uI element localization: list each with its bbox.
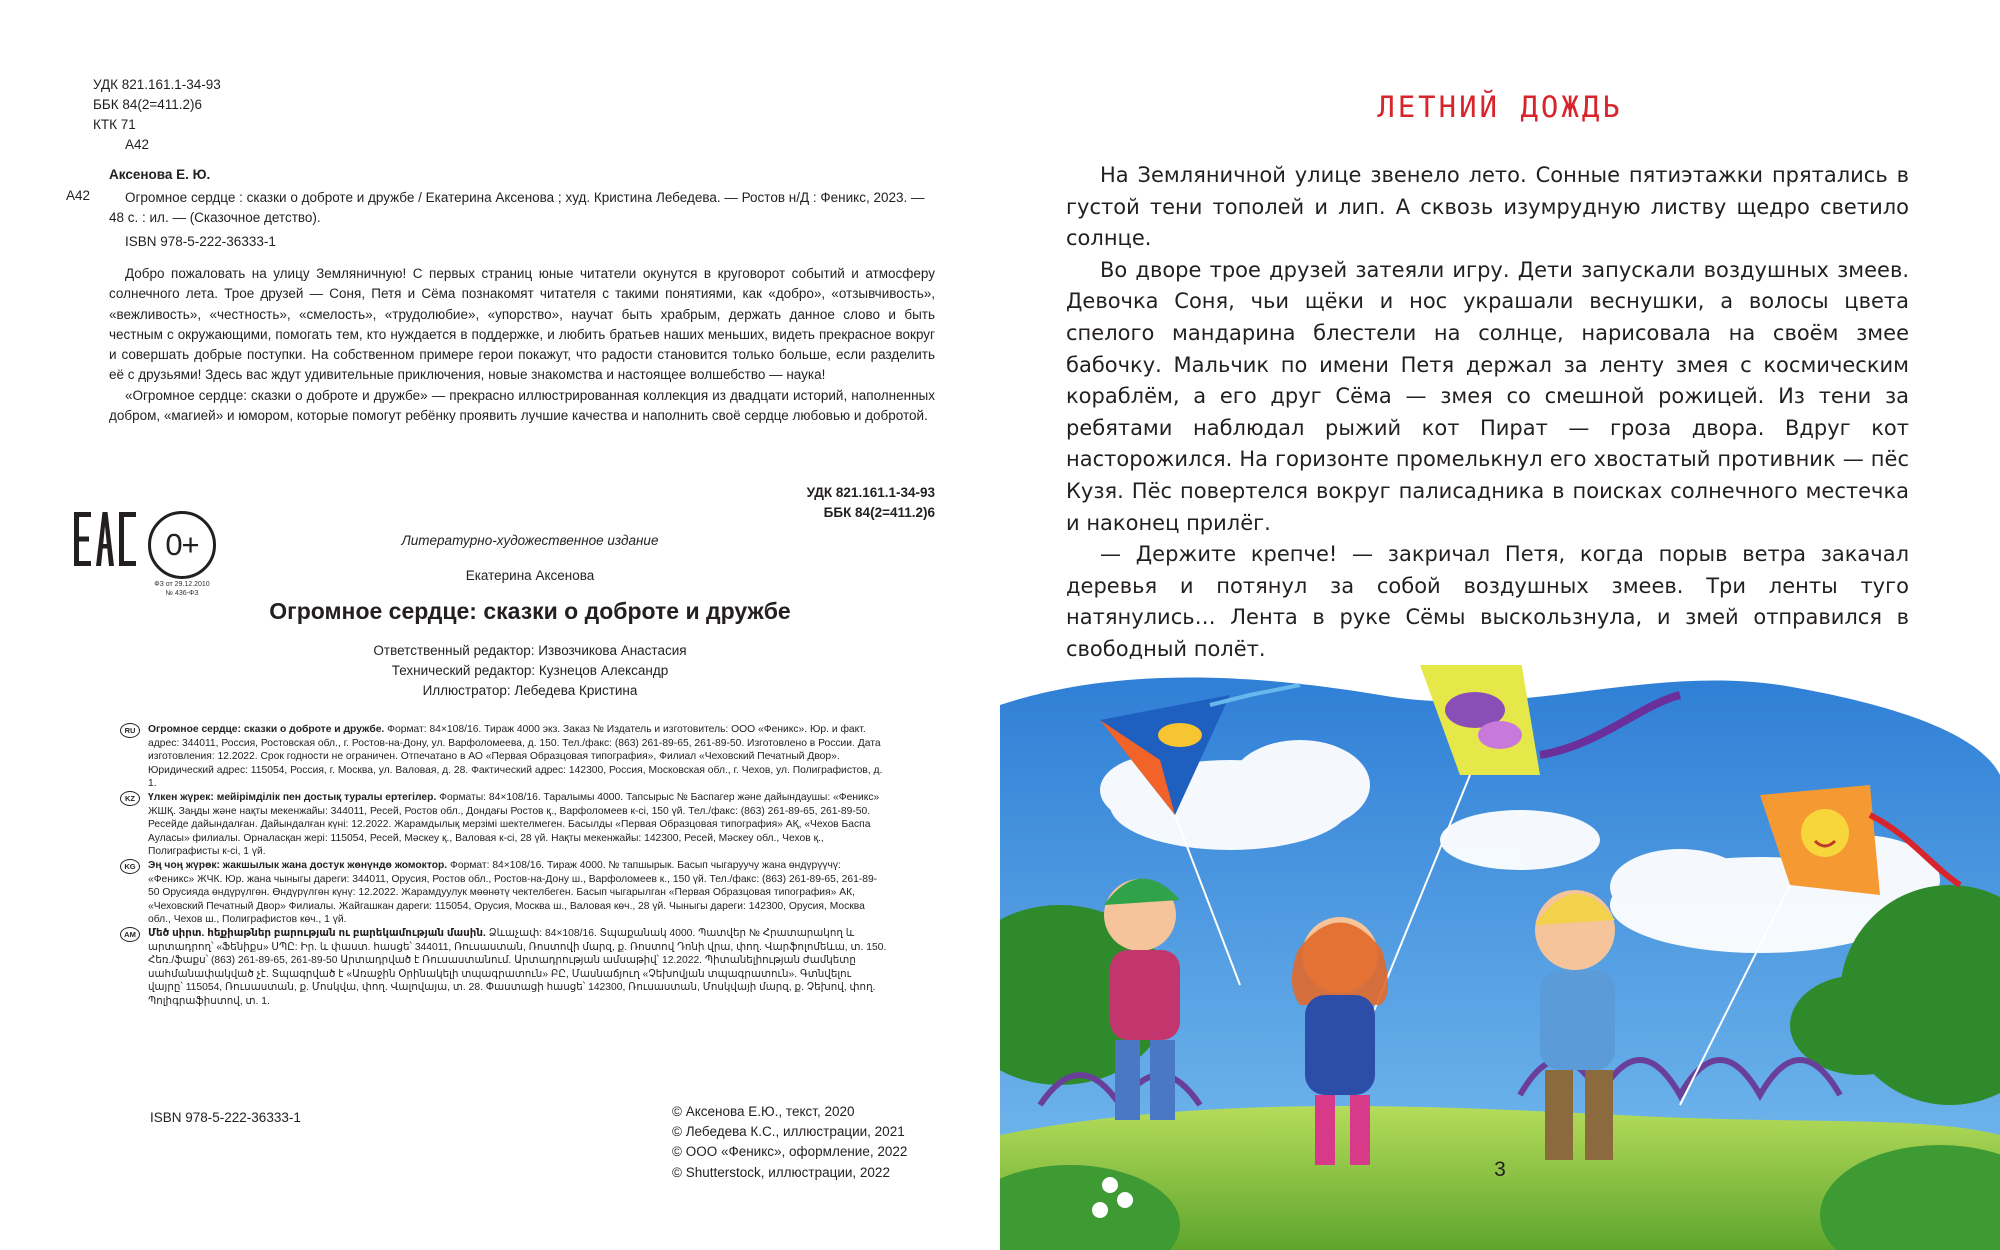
imprint-block-ru (120, 723, 888, 791)
author-sign: А42 (125, 137, 150, 152)
imprint-title: Үлкен жүрек: мейірімділік пен достық туралы ертегілер. (148, 791, 437, 803)
classification-codes (93, 75, 221, 155)
imprint-title: Մեծ սիրտ. հեքիաթներ բարության ու բարեկամության մասին. (148, 927, 486, 939)
annotation (109, 264, 935, 426)
multilingual-imprint (120, 723, 888, 1008)
annotation-paragraph: Добро пожаловать на улицу Земляничную! С первых страниц юные читатели окунутся в круговорот событий и атмосферу солнечного лета. Трое друзей — Соня, Петя и Сёма познакомят читателя с такими понятиями, как «добро», «отзывчивость», «вежливость», «честность», «смелость», «трудолюбие», «упорство», научат быть храбрым, держать данное слово и быть честным с окружающими, помогать тем, кто нуждается в поддержке, и любить братьев наших меньших, видеть прекрасное вокруг и совершать добрые поступки. На собственном примере герои покажут, что радости становится только больше, если разделить её с друзьями! Здесь вас ждут удивительные приключения, новые знакомства и настоящее волшебство — наука! (109, 266, 935, 383)
imprint-text: Формат: 84×108/16. Тираж 4000. № тапшырык. Басып чыгаруучу жана өндүрүүчү: «Феникс» ЖЧК. Юр. жана чыныгы дареги: 344011, Орусия, Ростов обл., Ростов-на-Дону ш., Варфоломеев к., 150 үй. Тел./факс: (863) 261-89-65, 261-89-50 Орусияда өндүрүлгөн. Өндүрүлгөн күнү: 12.2022. Жарамдуулук мөөнөтү чектелбеген. Басып чыгарылган «Первая Образцовая типография» АК, «Чеховский Печатный Двор» Филиалы. Жайгашкан дареги: 115054, Орусия, Москва ш., Валовая көч., 28 үй. Чыныгы дареги: 142300, Орусия, Москва обл., Чехов ш., Полиграфистов көч., 1 үй. (148, 859, 878, 926)
editorial-staff (218, 641, 842, 701)
edition-type: Литературно-художественное издание (401, 533, 659, 548)
bbk-code: ББК 84(2=411.2)6 (93, 97, 203, 112)
copyright-line: © Shutterstock, иллюстрации, 2022 (672, 1164, 890, 1180)
imprint-text: Форматы: 84×108/16. Таралымы 4000. Тапсырыс № Баспагер және дайындаушы: «Феникс» ЖШҚ. Заңды және нақты мекенжайы: 344011, Ресей, Ростов обл., Дондағы Ростов қ., Варфоломеев к-сі, 150 үй. Тел./факс: (863) 261-89-65, 261-89-50. Ресейде дайындалған. Дайындалған күні: 12.2022. Жарамдылық мерзімі шектелмеген. Басылды «Первая Образцовая типография» АҚ, «Чехов Баспа Ауласы» филиалы. Орналасқан жері: 115054, Ресей, Мәскеу қ., Валовая к-сі, 28 үй. Нақты мекенжайы: 142300, Ресей, Мәскеу обл., Чехов қ., Полиграфисты к-сі, 1 үй. (148, 791, 880, 858)
imprint-block-kg (120, 859, 888, 927)
bbk-code-right: ББК 84(2=411.2)6 (823, 505, 935, 520)
staff-line: Ответственный редактор: Извозчикова Анастасия (373, 643, 687, 658)
imprint-text: Ձևաչափ: 84×108/16. Տպաքանակ 4000. Պատվեր № Հրատարակող և արտադրող՝ «Ֆենիքս» ՍՊԸ: Իր. և փաստ. հասցե՝ 344011, Ռուսաստան, Ռոստովի մարզ, ք. Ռոստով Դոնի վրա, փող. Վարֆոլոմեևա, տ. 150. Հեռ./ֆաքս՝ (863) 261-89-65, 261-89-50 Արտադրված է Ռուսաստանում. Արտադրության ամսաթիվ՝ 12.2022. Պիտանելիության ժամկետը սահմանափակված չէ. Տպագրված է «Առաջին Օրինակելի տպագրատուն» ԲԸ, Մասնաճյուղ «Չեխովյան տպագրատուն». Գտնվելու վայրը՝ 115054, Ռուսաստան, ք. Մոսկվա, փող. Վալովայա, տ. 28. Փաստացի հասցե՝ 142300, Ռուսաստան, Մոսկվայի մարզ, ք. Չեխով, փող. Պոլիգրաֆիստով, տ. 1. (148, 927, 887, 1007)
staff-line: Иллюстратор: Лебедева Кристина (422, 683, 638, 698)
bibliographic-author: Аксенова Е. Ю. (109, 167, 211, 182)
isbn: ISBN 978-5-222-36333-1 (150, 1110, 301, 1125)
bibliographic-description: Огромное сердце : сказки о доброте и дружбе / Екатерина Аксенова ; худ. Кристина Лебедева. — Ростов н/Д : Феникс, 2023. — 48 с. : ил. — (Сказочное детство). (109, 190, 925, 225)
imprint-block-kz (120, 791, 888, 859)
language-badge: AM (120, 927, 140, 942)
language-badge: KG (120, 859, 140, 874)
story-title: ЛЕТНИЙ ДОЖДЬ (1377, 90, 1623, 124)
eac-mark-icon (74, 508, 136, 570)
copyright-line: © Аксенова Е.Ю., текст, 2020 (672, 1104, 855, 1119)
book-author: Екатерина Аксенова (465, 568, 595, 583)
imprint-title: Эң чоң жүрөк: жакшылык жана достук жөнүндө жомоктор. (148, 859, 448, 871)
language-badge: KZ (120, 791, 140, 806)
story-page (1000, 0, 2000, 1250)
udk-block-right (700, 483, 935, 523)
copyright-line: © ООО «Феникс», оформление, 2022 (672, 1144, 908, 1160)
staff-line: Технический редактор: Кузнецов Александр (391, 663, 669, 678)
story-paragraph: — Держите крепче! — закричал Петя, когда порыв ветра закачал деревья и потянул за собой воздушных змеев. Три ленты туго натянулись… Лента в руке Сёмы выскользнула, и змей отправился в свободный полёт. (1066, 542, 1909, 661)
story-paragraph: На Земляничной улице звенело лето. Сонные пятиэтажки прятались в густой тени тополей и лип. А сквозь изумрудную листву щедро светило солнце. (1066, 163, 1909, 251)
copyright-block (672, 1102, 907, 1183)
copyright-line: © Лебедева К.С., иллюстрации, 2021 (672, 1124, 905, 1140)
ktk-code: КТК 71 (93, 117, 136, 132)
bibliographic-author-sign: А42 (66, 188, 91, 203)
bibliographic-isbn: ISBN 978-5-222-36333-1 (125, 234, 276, 249)
udk-code-right: УДК 821.161.1-34-93 (806, 485, 935, 500)
story-paragraph: Во дворе трое друзей затеяли игру. Дети запускали воздушных змеев. Девочка Соня, чьи щёки и нос украшали веснушки, а волосы цвета спелого мандарина блестели на солнце, нарисовала на своём змее бабочку. Мальчик по имени Петя держал за ленту змея с космическим кораблём, а его друг Сёма — змея со смешной рожицей. Из тени за ребятами наблюдал рыжий кот Пират — гроза двора. Вдруг кот насторожился. На горизонте промелькнул его хвостатый противник — пёс Кузя. Пёс повертелся вокруг палисадника в поисках солнечного местечка и наконец прилёг. (1066, 257, 1909, 535)
book-title: Огромное сердце: сказки о доброте и дружбе (269, 598, 791, 624)
annotation-paragraph: «Огромное сердце: сказки о доброте и дружбе» — прекрасно иллюстрированная коллекция из двадцати историй, наполненных добром, «магией» и юмором, которые помогут ребёнку проявить лучшие качества и наполнить своё сердце любовью и добротой. (109, 387, 935, 424)
federal-law-note: ФЗ от 29.12.2010 № 436-ФЗ (154, 581, 210, 597)
language-badge: RU (120, 723, 140, 738)
udk-code: УДК 821.161.1-34-93 (93, 77, 221, 92)
imprint-title: Огромное сердце: сказки о доброте и дружбе. (148, 724, 385, 735)
age-rating-badge: 0+ (148, 511, 216, 579)
imprint-block-am (120, 927, 888, 1009)
story-text (1066, 160, 1909, 666)
page-number: 3 (1494, 1158, 1506, 1181)
imprint-text: Формат: 84×108/16. Тираж 4000 экз. Заказ № Издатель и изготовитель: ООО «Феникс». Юр. и факт. адрес: 344011, Россия, Ростовская обл., г. Ростов-на-Дону, ул. Варфоломеева, д. 150. Тел./факс: (863) 261-89-65, 261-89-50. Изготовлено в России. Дата изготовления: 12.2022. Срок годности не ограничен. Отпечатано в АО «Первая Образцовая типография», Филиал «Чеховский Печатный Двор». Юридический адрес: 115054, Россия, г. Москва, ул. Валовая, д. 28. Фактический адрес: 142300, Россия, Московская обл., г. Чехов, ул. Полиграфистов, д. 1. (148, 724, 883, 790)
